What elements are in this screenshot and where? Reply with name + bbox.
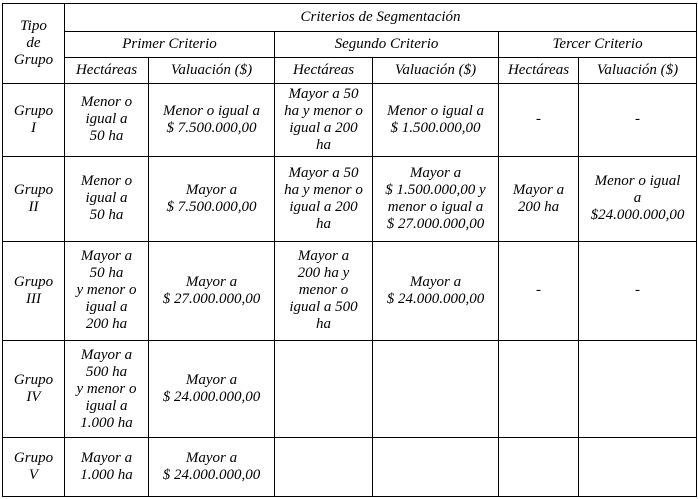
hectareas-header-1: Hectáreas [65, 58, 149, 84]
primer-valuacion-cell: Mayor a $ 24.000.000,00 [149, 438, 275, 497]
primer-hectareas-cell: Mayor a 1.000 ha [65, 438, 149, 497]
segmentation-criteria-table [2, 3, 697, 497]
hectareas-header-2: Hectáreas [275, 58, 373, 84]
segundo-hectareas-cell: Mayor a 200 ha y menor o igual a 500 ha [275, 241, 373, 340]
grupo-cell: Grupo II [3, 156, 65, 241]
primer-hectareas-cell: Mayor a 50 ha y menor o igual a 200 ha [65, 241, 149, 340]
grupo-cell: Grupo I [3, 84, 65, 157]
segundo-valuacion-cell [373, 438, 499, 497]
hectareas-header-3: Hectáreas [499, 58, 579, 84]
table-row [3, 156, 697, 241]
segundo-hectareas-cell: Mayor a 50 ha y menor o igual a 200 ha [275, 84, 373, 157]
segundo-valuacion-cell: Mayor a $ 24.000.000,00 [373, 241, 499, 340]
criterios-header: Criterios de Segmentación [65, 4, 697, 32]
primer-valuacion-cell: Mayor a $ 27.000.000,00 [149, 241, 275, 340]
segundo-hectareas-cell [275, 438, 373, 497]
segundo-valuacion-cell: Mayor a $ 1.500.000,00 y menor o igual a $ 27.000.000,00 [373, 156, 499, 241]
tercer-valuacion-cell: - [579, 241, 697, 340]
table-row [3, 341, 697, 438]
tercer-hectareas-cell [499, 341, 579, 438]
grupo-cell: Grupo V [3, 438, 65, 497]
tipo-de-grupo-header: Tipo de Grupo [3, 4, 65, 84]
tercer-valuacion-cell [579, 341, 697, 438]
primer-hectareas-cell: Menor o igual a 50 ha [65, 84, 149, 157]
primer-valuacion-cell: Mayor a $ 24.000.000,00 [149, 341, 275, 438]
segundo-hectareas-cell: Mayor a 50 ha y menor o igual a 200 ha [275, 156, 373, 241]
tercer-hectareas-cell: - [499, 84, 579, 157]
valuacion-header-1: Valuación ($) [149, 58, 275, 84]
primer-hectareas-cell: Mayor a 500 ha y menor o igual a 1.000 ha [65, 341, 149, 438]
table-row [3, 438, 697, 497]
valuacion-header-2: Valuación ($) [373, 58, 499, 84]
table-row [3, 241, 697, 340]
primer-valuacion-cell: Mayor a $ 7.500.000,00 [149, 156, 275, 241]
segundo-hectareas-cell [275, 341, 373, 438]
segundo-valuacion-cell [373, 341, 499, 438]
tercer-valuacion-cell: - [579, 84, 697, 157]
segundo-criterio-header: Segundo Criterio [275, 32, 499, 58]
valuacion-header-3: Valuación ($) [579, 58, 697, 84]
tercer-valuacion-cell: Menor o igual a $24.000.000,00 [579, 156, 697, 241]
segundo-valuacion-cell: Menor o igual a $ 1.500.000,00 [373, 84, 499, 157]
tercer-valuacion-cell [579, 438, 697, 497]
table-row [3, 84, 697, 157]
tercer-criterio-header: Tercer Criterio [499, 32, 697, 58]
grupo-cell: Grupo IV [3, 341, 65, 438]
tercer-hectareas-cell: Mayor a 200 ha [499, 156, 579, 241]
tercer-hectareas-cell [499, 438, 579, 497]
tercer-hectareas-cell: - [499, 241, 579, 340]
primer-hectareas-cell: Menor o igual a 50 ha [65, 156, 149, 241]
grupo-cell: Grupo III [3, 241, 65, 340]
primer-criterio-header: Primer Criterio [65, 32, 275, 58]
primer-valuacion-cell: Menor o igual a $ 7.500.000,00 [149, 84, 275, 157]
